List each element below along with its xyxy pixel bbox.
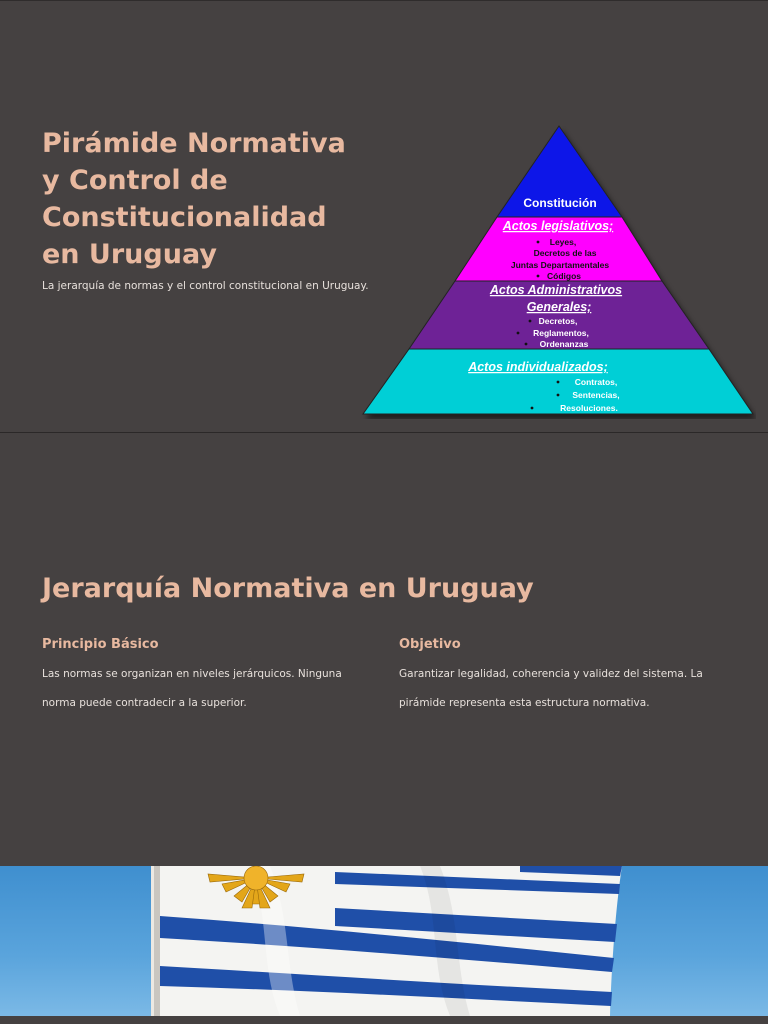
principle-heading: Principio Básico (42, 637, 159, 652)
pyramid-level3-item: Reglamentos, (533, 328, 589, 338)
pyramid-level1-label: Constitución (523, 196, 597, 210)
hierarchy-slide (0, 434, 768, 866)
flag-illustration (0, 866, 768, 1016)
pyramid-level2-item: Juntas Departamentales (510, 260, 610, 270)
normative-pyramid-image (360, 123, 756, 419)
objective-column (399, 636, 719, 718)
pyramid-level2-heading: Actos legislativos; (502, 219, 614, 233)
pyramid-level2-item: Leyes, (549, 237, 577, 247)
uruguay-flag-image (0, 866, 768, 1016)
pyramid-level2-item: Decretos de las (533, 248, 597, 258)
objective-text: Garantizar legalidad, coherencia y validez del sistema. La pirámide representa esta estructura normativa. (399, 668, 703, 709)
section-title: Jerarquía Normativa en Uruguay (42, 573, 534, 604)
pyramid-level3-heading: Generales; (526, 300, 592, 314)
pyramid-level4-item: Resoluciones. (560, 403, 618, 413)
slide-subtitle: La jerarquía de normas y el control constitucional en Uruguay. (42, 280, 369, 292)
principle-column (42, 636, 342, 718)
slide-title: Pirámide Normativa y Control de Constitucionalidad en Uruguay (42, 128, 346, 270)
pyramid-level4-heading: Actos individualizados; (468, 360, 608, 374)
pyramid-level3-heading: Actos Administrativos (489, 283, 623, 297)
objective-heading: Objetivo (399, 637, 461, 652)
title-slide (0, 0, 768, 433)
pyramid-level4-item: Contratos, (574, 377, 618, 387)
pyramid-level2-item: Códigos (547, 271, 581, 281)
pyramid-level3-item: Ordenanzas (539, 339, 589, 349)
bottom-divider (0, 1016, 768, 1024)
principle-text: Las normas se organizan en niveles jerárquicos. Ninguna norma puede contradecir a la superior. (42, 668, 342, 709)
pyramid-level3-item: Decretos, (538, 316, 578, 326)
pyramid-level4-item: Sentencias, (572, 390, 620, 400)
